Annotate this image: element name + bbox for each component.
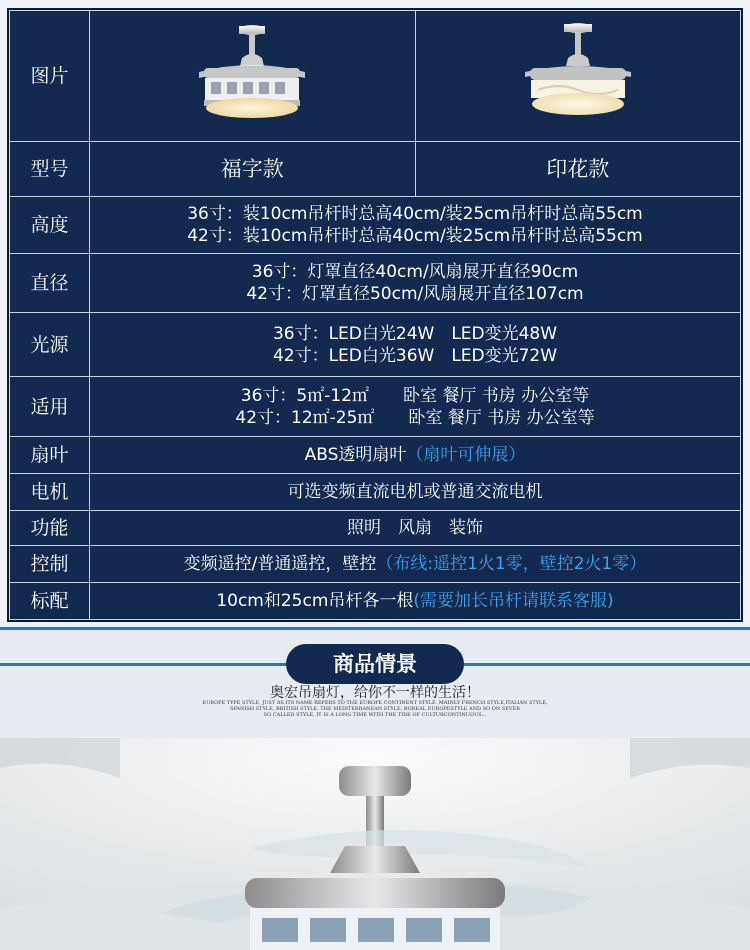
slogan: 奥宏吊扇灯，给你不一样的生活！ — [270, 685, 480, 701]
table-row — [10, 253, 741, 313]
row-label: 标配 — [10, 582, 90, 619]
value-note: （布线:遥控1火1零，壁控2火1零） — [376, 553, 647, 574]
row-label: 功能 — [10, 510, 90, 545]
value-line: 36寸：LED白光24W LED变光48W — [272, 323, 558, 344]
value-note: （扇叶可伸展） — [406, 444, 526, 465]
applicable-value — [90, 377, 741, 437]
value-line: 36寸：装10cm吊杆时总高40cm/装25cm吊杆时总高55cm — [187, 203, 643, 224]
row-label: 适用 — [10, 377, 90, 437]
table-row — [10, 313, 741, 377]
english-tagline — [180, 700, 570, 718]
table-row — [10, 377, 741, 437]
section-heading: 商品情景 — [286, 644, 464, 684]
tagline-line: SO CALLED STYLE, IT IS A LONG TIME WITH THE TIDE OF CULTURCONTINUOUS... — [263, 712, 487, 718]
row-label: 电机 — [10, 473, 90, 510]
value-line: 42寸：灯罩直径50cm/风扇展开直径107cm — [246, 284, 584, 305]
ceiling-fan-scene-image — [0, 738, 750, 950]
value-line: 42寸：12㎡-25㎡ 卧室 餐厅 书房 办公室等 — [235, 407, 595, 428]
table-row — [10, 473, 741, 510]
row-label: 控制 — [10, 545, 90, 582]
image-yinhua-cell — [415, 11, 741, 142]
table-row — [10, 582, 741, 619]
table-row — [10, 11, 741, 142]
value-text: 变频遥控/普通遥控，壁控 — [183, 553, 377, 574]
value-line: 42寸：LED白光36W LED变光72W — [272, 345, 558, 366]
diameter-value — [90, 253, 741, 313]
spec-table-panel — [7, 8, 743, 622]
row-label: 图片 — [10, 11, 90, 142]
height-value — [90, 197, 741, 254]
ceiling-fan-light-fuzi-image — [187, 20, 317, 132]
motor-value: 可选变频直流电机或普通交流电机 — [90, 473, 741, 510]
model-yinhua: 印花款 — [415, 141, 741, 197]
table-row — [10, 436, 741, 473]
spec-table — [9, 10, 741, 620]
ceiling-fan-light-yinhua-image — [513, 20, 643, 132]
light-source-value — [90, 313, 741, 377]
tagline-line: EUROPE TYPE STYLE, JUST AS ITS NAME REFERS TO THE EUROPE CONTINENT STYLE. MAINLY FRENCH STYLE,ITALIAN STYLE, — [202, 700, 548, 706]
value-line: 42寸：装10cm吊杆时总高40cm/装25cm吊杆时总高55cm — [187, 225, 643, 246]
row-label: 扇叶 — [10, 436, 90, 473]
row-label: 直径 — [10, 253, 90, 313]
table-row — [10, 141, 741, 197]
table-row — [10, 510, 741, 545]
value-line: 36寸：灯罩直径40cm/风扇展开直径90cm — [251, 262, 579, 283]
value-text: ABS透明扇叶 — [304, 444, 407, 465]
table-row — [10, 197, 741, 254]
value-line: 36寸：5㎡-12㎡ 卧室 餐厅 书房 办公室等 — [240, 385, 590, 406]
row-label: 型号 — [10, 141, 90, 197]
control-value — [90, 545, 741, 582]
table-row — [10, 545, 741, 582]
model-fuzi: 福字款 — [90, 141, 416, 197]
standard-value — [90, 582, 741, 619]
row-label: 高度 — [10, 197, 90, 254]
row-label: 光源 — [10, 313, 90, 377]
tagline-line: SPANISH STYLE, BRITISH STYLE, THE MEDITERRANEAN STYLE, BOREAL EUROPESTYLE AND SO ON SEVER — [230, 706, 520, 712]
scene-photo — [0, 738, 750, 950]
value-text: 10cm和25cm吊杆各一根 — [216, 590, 414, 611]
image-fuzi-cell — [90, 11, 416, 142]
value-note: (需要加长吊杆请联系客服) — [413, 590, 614, 611]
blade-value — [90, 436, 741, 473]
scene-section — [0, 630, 750, 950]
function-value: 照明 风扇 装饰 — [90, 510, 741, 545]
